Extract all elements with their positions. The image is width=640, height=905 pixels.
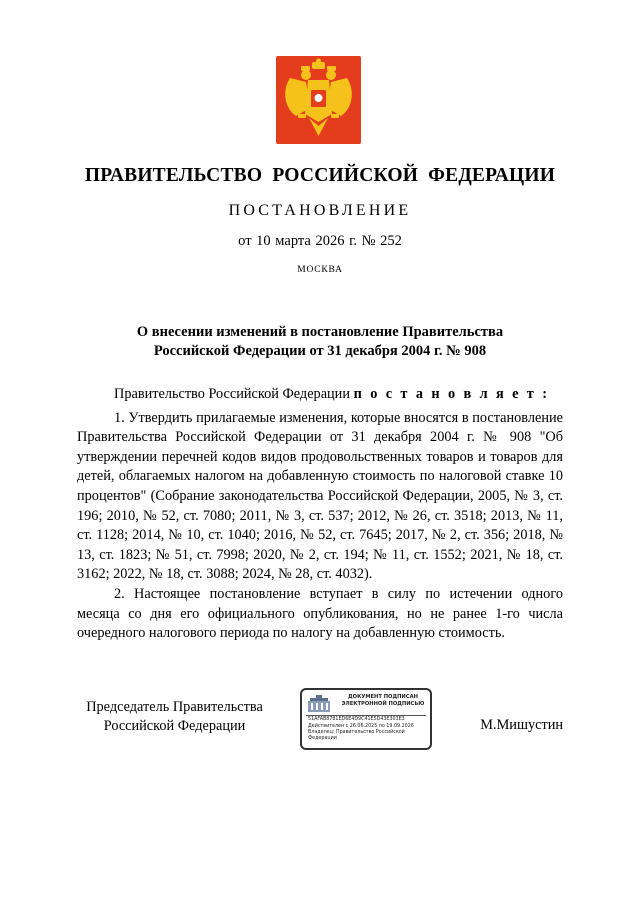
stamp-header-line-1: ДОКУМЕНТ ПОДПИСАН — [348, 694, 418, 700]
stamp-serial: 51AFAB8781ED6E4D9C41E5D43E303E3 — [308, 717, 405, 722]
document-subject — [90, 323, 550, 361]
document-type: ПОСТАНОВЛЕНИЕ — [228, 202, 412, 219]
stamp-header — [336, 694, 430, 707]
stamp-divider — [306, 715, 426, 716]
stamp-validity: Действителен с 26.06.2025 по 19.09.2026 — [308, 724, 414, 729]
paragraph-1: 1. Утвердить прилагаемые изменения, которые вносятся в постановление Правительства Российской Федерации от 31 декабря 2004 г. № 908 "Об утверждении перечней кодов видов продовольственных товаров и товаров для детей, облагаемых налогом на добавленную стоимость по налоговой ставке 10 процентов" (Собрание законодательства Российской Федерации, 2005, № 3, ст. 196; 2010, № 52, ст. 7080; 2011, № 3, ст. 537; 2012, № 26, ст. 3518; 2013, № 11, ст. 1128; 2014, № 10, ст. 1040; 2016, № 52, ст. 7645; 2017, № 2, ст. 356; 2018, № 13, ст. 1823; № 51, ст. 7998; 2020, № 2, ст. 194; № 11, ст. 1552; 2021, № 18, ст. 3162; 2022, № 18, ст. 3088; 2024, № 28, ст. 4032). — [77, 409, 563, 583]
paragraph-2: 2. Настоящее постановление вступает в силу по истечении одного месяца со дня его официального опубликования, но не ранее 1-го числа очередного налогового периода по налогу на добавленную стоимость. — [77, 585, 563, 642]
electronic-signature-stamp — [300, 688, 432, 750]
signer-title-line-2: Российской Федерации — [103, 718, 246, 734]
subject-line-2: Российской Федерации от 31 декабря 2004 г. № 908 — [153, 343, 487, 359]
stamp-owner-line-2: Федерации — [308, 736, 337, 741]
signer-title-line-1: Председатель Правительства — [86, 699, 263, 715]
government-title: ПРАВИТЕЛЬСТВО РОССИЙСКОЙ ФЕДЕРАЦИИ — [84, 165, 556, 186]
stamp-header-line-2: ЭЛЕКТРОННОЙ ПОДПИСЬЮ — [341, 700, 425, 707]
intro-spaced-verb: п о с т а н о в л я е т : — [353, 386, 550, 402]
signer-name: М.Мишустин — [480, 717, 563, 733]
document-date-number: от 10 марта 2026 г. № 252 — [238, 233, 402, 249]
stamp-owner-line-1: Владелец: Правительство Российской — [308, 730, 405, 735]
document-city: МОСКВА — [297, 265, 343, 275]
e-signature-building-icon — [307, 695, 331, 713]
coat-of-arms-icon — [276, 56, 361, 144]
signer-title — [77, 698, 272, 736]
intro-text: Правительство Российской Федерации — [114, 386, 354, 402]
resolution-intro — [77, 385, 563, 405]
subject-line-1: О внесении изменений в постановление Правительства — [136, 324, 504, 340]
document-body — [77, 385, 563, 644]
